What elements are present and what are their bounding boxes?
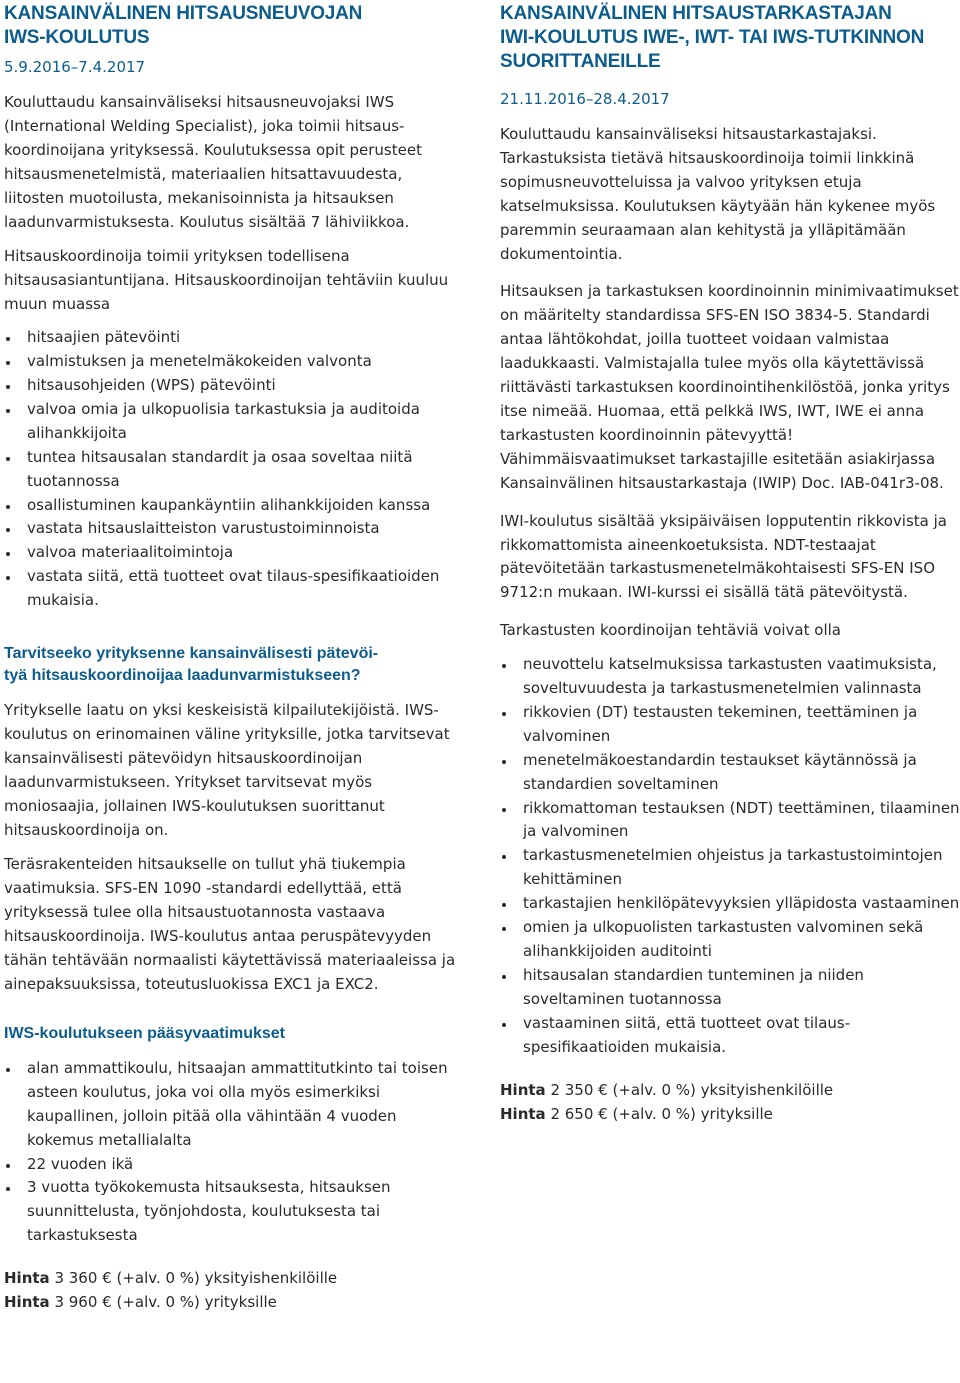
list-item: vastata siitä, että tuotteet ovat tilaus-spesifikaatioiden mukaisia. [4, 565, 464, 613]
iws-role-paragraph: Hitsauskoordinoija toimii yrityksen todellisena hitsausasiantuntijana. Hitsauskoordinoijan tehtäviin kuuluu muun muassa [4, 247, 449, 314]
iwi-standard-paragraph: Hitsauksen ja tarkastuksen koordinoinnin minimivaatimukset on määritelty standardissa SFS-EN ISO 3834-5. Standardi antaa lähtökohdat, joilla tuotteet voidaan valmistaa laadukkaasti. Valmistajalla tulee myös olla käytettävissä riittävästi tarkastuksen koordinointihenkilöstöä, jonka yritys itse nimeää. Huomaa, että pelkkä IWS, IWT, IWE ei anna tarkastusten koordinoinnin pätevyyttä! Vähimmäisvaatimukset tarkastajille esitetään asiakirjassa Kansainvälinen hitsaustarkastaja (IWIP) Doc. IAB-041r3-08. [500, 282, 959, 492]
requirements-list [4, 1057, 464, 1248]
price-company: Hinta 3 960 € (+alv. 0 %) yrityksille [4, 1293, 277, 1312]
quality-assurance-heading: Tarvitseeko yrityksenne kansainvälisesti pätevöi- tyä hitsauskoordinoijaa laadunvarmistukseen? [4, 645, 379, 685]
bullet-icon [6, 457, 10, 461]
iwi-course-dates: 21.11.2016–28.4.2017 [500, 90, 670, 108]
price-company: Hinta 2 650 € (+alv. 0 %) yrityksille [500, 1104, 773, 1123]
bullet-icon [6, 505, 10, 509]
iwi-course-title: KANSAINVÄLINEN HITSAUSTARKASTAJAN IWI-KOULUTUS IWE-, IWT- TAI IWS-TUTKINNON SUORITTANEILLE [500, 3, 925, 72]
list-item: tarkastusmenetelmien ohjeistus ja tarkastustoimintojen kehittäminen [500, 844, 960, 892]
list-item: rikkomattoman testauksen (NDT) teettäminen, tilaaminen ja valvominen [500, 797, 960, 845]
list-item: vastaaminen siitä, että tuotteet ovat tilaus-spesifikaatioiden mukaisia. [500, 1012, 960, 1060]
admission-requirements-heading: IWS-koulutukseen pääsyvaatimukset [4, 1024, 285, 1042]
bullet-icon [6, 409, 10, 413]
left-column [4, 0, 464, 1314]
bullet-icon [502, 760, 506, 764]
list-item: tuntea hitsausalan standardit ja osaa soveltaa niitä tuotannossa [4, 446, 464, 494]
list-item: omien ja ulkopuolisten tarkastusten valvominen sekä alihankkijoiden auditointi [500, 916, 960, 964]
bullet-icon [6, 385, 10, 389]
bullet-icon [6, 1187, 10, 1191]
list-item: menetelmäkoestandardin testaukset käytännössä ja standardien soveltaminen [500, 749, 960, 797]
list-item: 3 vuotta työkokemusta hitsauksesta, hitsauksen suunnittelusta, työnjohdosta, koulutuksesta tai tarkastuksesta [4, 1176, 464, 1248]
iws-prices [4, 1266, 464, 1314]
list-item: hitsaajien pätevöinti [4, 326, 464, 350]
quality-paragraph: Yritykselle laatu on yksi keskeisistä kilpailutekijöistä. IWS-koulutus on erinomainen väline yrityksille, jotka tarvitsevat kansainvälisesti pätevöidyn hitsauskoordinoijan laadunvarmistukseen. Yritykset tarvitsevat myös moniosaajia, jollainen IWS-koulutuksen suorittanut hitsauskoordinoija on. [4, 701, 450, 839]
bullet-icon [6, 361, 10, 365]
list-item: 22 vuoden ikä [4, 1153, 464, 1177]
price-private: Hinta 2 350 € (+alv. 0 %) yksityishenkilöille [500, 1080, 834, 1099]
bullet-icon [502, 808, 506, 812]
right-column [500, 0, 960, 1126]
iws-intro-paragraph: Kouluttaudu kansainväliseksi hitsausneuvojaksi IWS (International Welding Specialist), joka toimii hitsaus-koordinoijana yrityksessä. Koulutuksessa opit perusteet hitsausmenetelmistä, materiaalien hitsattavuudesta, liitosten muotoilusta, mekanisoinnista ja hitsauksen laadunvarmistuksesta. Koulutus sisältää 7 lähiviikkoa. [4, 93, 422, 231]
iwi-intro-paragraph: Kouluttaudu kansainväliseksi hitsaustarkastajaksi. Tarkastuksista tietävä hitsauskoordinoija toimii linkkinä sopimusneuvotteluissa ja valvoo yrityksen etuja katselmuksissa. Koulutuksen käytyään hän kykenee myös paremmin seuraamaan alan kehitystä ja ylläpitämään dokumentointia. [500, 125, 936, 263]
bullet-icon [502, 903, 506, 907]
list-item: rikkovien (DT) testausten tekeminen, teettäminen ja valvominen [500, 701, 960, 749]
bullet-icon [6, 337, 10, 341]
bullet-icon [6, 576, 10, 580]
iwi-exam-paragraph: IWI-koulutus sisältää yksipäiväisen lopputentin rikkovista ja rikkomattomista aineenkoetuksista. NDT-testaajat pätevöitetään tarkastusmenetelmäkohtaisesti SFS-EN ISO 9712:n mukaan. IWI-kurssi ei sisällä tätä pätevöitystä. [500, 511, 947, 602]
iws-duties-list [4, 326, 464, 613]
bullet-icon [6, 528, 10, 532]
bullet-icon [502, 927, 506, 931]
bullet-icon [502, 664, 506, 668]
bullet-icon [6, 1164, 10, 1168]
list-item: valmistuksen ja menetelmäkokeiden valvonta [4, 350, 464, 374]
list-item: tarkastajien henkilöpätevyyksien ylläpidosta vastaaminen [500, 892, 960, 916]
list-item: alan ammattikoulu, hitsaajan ammattitutkinto tai toisen asteen koulutus, joka voi olla myös esimerkiksi kaupallinen, jolloin pitää olla vähintään 4 vuoden kokemus metallialalta [4, 1057, 464, 1153]
iws-course-dates: 5.9.2016–7.4.2017 [4, 58, 146, 76]
iwi-tasks-list [500, 653, 960, 1059]
bullet-icon [502, 712, 506, 716]
iwi-prices [500, 1078, 960, 1126]
bullet-icon [502, 975, 506, 979]
list-item: valvoa omia ja ulkopuolisia tarkastuksia ja auditoida alihankkijoita [4, 398, 464, 446]
price-private: Hinta 3 360 € (+alv. 0 %) yksityishenkilöille [4, 1269, 338, 1288]
bullet-icon [502, 1023, 506, 1027]
list-item: valvoa materiaalitoimintoja [4, 541, 464, 565]
bullet-icon [6, 552, 10, 556]
list-item: osallistuminen kaupankäyntiin alihankkijoiden kanssa [4, 494, 464, 518]
iws-course-title: KANSAINVÄLINEN HITSAUSNEUVOJAN IWS-KOULUTUS [4, 3, 363, 48]
steel-structures-paragraph: Teräsrakenteiden hitsaukselle on tullut yhä tiukempia vaatimuksia. SFS-EN 1090 -standardi edellyttää, että yrityksessä tulee olla hitsaustuotannosta vastaava hitsauskoordinoija. IWS-koulutus antaa peruspätevyyden tähän tehtävään normaalisti käytettävissä materiaaleissa ja ainepaksuuksissa, toteutusluokissa EXC1 ja EXC2. [4, 855, 456, 993]
iwi-tasks-intro: Tarkastusten koordinoijan tehtäviä voivat olla [500, 621, 841, 640]
list-item: vastata hitsauslaitteiston varustustoiminnoista [4, 517, 464, 541]
bullet-icon [6, 1068, 10, 1072]
list-item: hitsausohjeiden (WPS) pätevöinti [4, 374, 464, 398]
bullet-icon [502, 855, 506, 859]
list-item: hitsausalan standardien tunteminen ja niiden soveltaminen tuotannossa [500, 964, 960, 1012]
list-item: neuvottelu katselmuksissa tarkastusten vaatimuksista, soveltuvuudesta ja tarkastusmenetelmien valinnasta [500, 653, 960, 701]
